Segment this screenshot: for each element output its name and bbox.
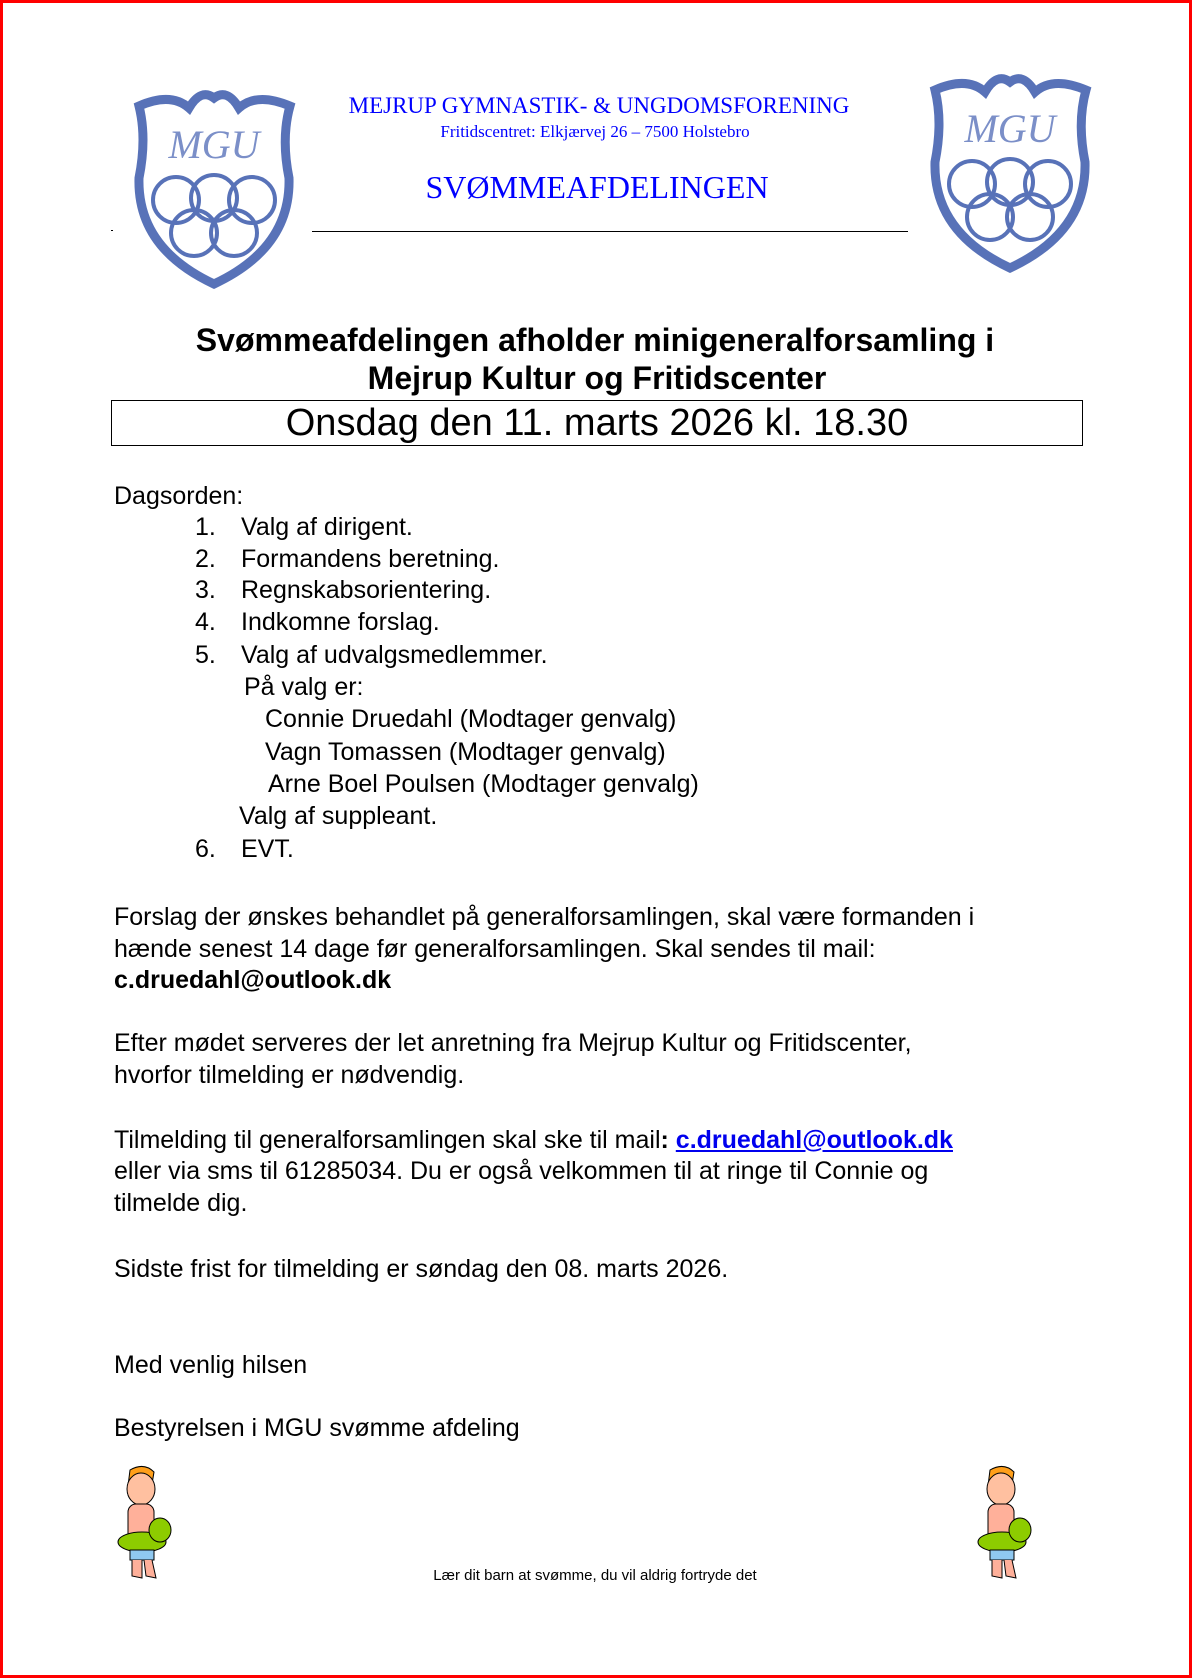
proposal-email: c.druedahl@outlook.dk (114, 966, 392, 994)
food-text-2: hvorfor tilmelding er nødvendig. (114, 1061, 465, 1089)
mgu-logo-right (927, 72, 1094, 274)
agenda-number: 5. (195, 641, 216, 669)
department-name: SVØMMEAFDELINGEN (425, 169, 769, 205)
candidate: Arne Boel Poulsen (Modtager genvalg) (268, 770, 699, 798)
substitute-item: Valg af suppleant. (239, 802, 438, 830)
deadline-text: Sidste frist for tilmelding er søndag den 08. marts 2026. (114, 1255, 729, 1283)
signup-text-1 (114, 1125, 953, 1155)
agenda-item: Regnskabsorientering. (241, 576, 492, 604)
agenda-heading: Dagsorden: (114, 482, 244, 510)
dot-mark (111, 230, 113, 231)
swimming-child-right-illustration (976, 1464, 1060, 1582)
agenda-number: 1. (195, 513, 216, 541)
on-election-label: På valg er: (244, 673, 364, 701)
header-divider (312, 231, 908, 232)
agenda-number: 4. (195, 608, 216, 636)
svg-text:MGU: MGU (168, 122, 260, 167)
agenda-number: 6. (195, 835, 216, 863)
agenda-number: 3. (195, 576, 216, 604)
swimming-child-left-illustration (116, 1464, 200, 1582)
meeting-date-box: Onsdag den 11. marts 2026 kl. 18.30 (111, 400, 1083, 446)
svg-text:MGU: MGU (964, 106, 1056, 151)
signature: Bestyrelsen i MGU svømme afdeling (114, 1414, 520, 1442)
footer-slogan: Lær dit barn at svømme, du vil aldrig fortryde det (433, 1567, 757, 1584)
org-name: MEJRUP GYMNASTIK- & UNGDOMSFORENING (348, 93, 850, 118)
agenda-item: Valg af dirigent. (241, 513, 413, 541)
signup-email-link[interactable]: c.druedahl@outlook.dk (675, 1126, 953, 1154)
candidate: Connie Druedahl (Modtager genvalg) (265, 705, 677, 733)
agenda-number: 2. (195, 545, 216, 573)
title-line-1: Svømmeafdelingen afholder minigeneralforsamling i (195, 322, 995, 358)
org-address: Fritidscentret: Elkjærvej 26 – 7500 Holstebro (440, 122, 750, 141)
agenda-item: Indkomne forslag. (241, 608, 440, 636)
signup-text-prefix: Tilmelding til generalforsamlingen skal ske til mail (114, 1126, 661, 1154)
proposal-text-2: hænde senest 14 dage før generalforsamlingen. Skal sendes til mail: (114, 935, 876, 963)
signup-text-2: eller via sms til 61285034. Du er også velkommen til at ringe til Connie og (114, 1157, 929, 1185)
signup-colon: : (660, 1126, 669, 1154)
mgu-logo-left (131, 88, 298, 290)
agenda-item: EVT. (241, 835, 294, 863)
proposal-text-1: Forslag der ønskes behandlet på generalforsamlingen, skal være formanden i (114, 903, 975, 931)
greeting: Med venlig hilsen (114, 1351, 308, 1379)
signup-text-3: tilmelde dig. (114, 1189, 248, 1217)
candidate: Vagn Tomassen (Modtager genvalg) (265, 738, 666, 766)
agenda-item: Valg af udvalgsmedlemmer. (241, 641, 548, 669)
food-text-1: Efter mødet serveres der let anretning fra Mejrup Kultur og Fritidscenter, (114, 1029, 912, 1057)
title-line-2: Mejrup Kultur og Fritidscenter (367, 360, 827, 396)
agenda-item: Formandens beretning. (241, 545, 500, 573)
